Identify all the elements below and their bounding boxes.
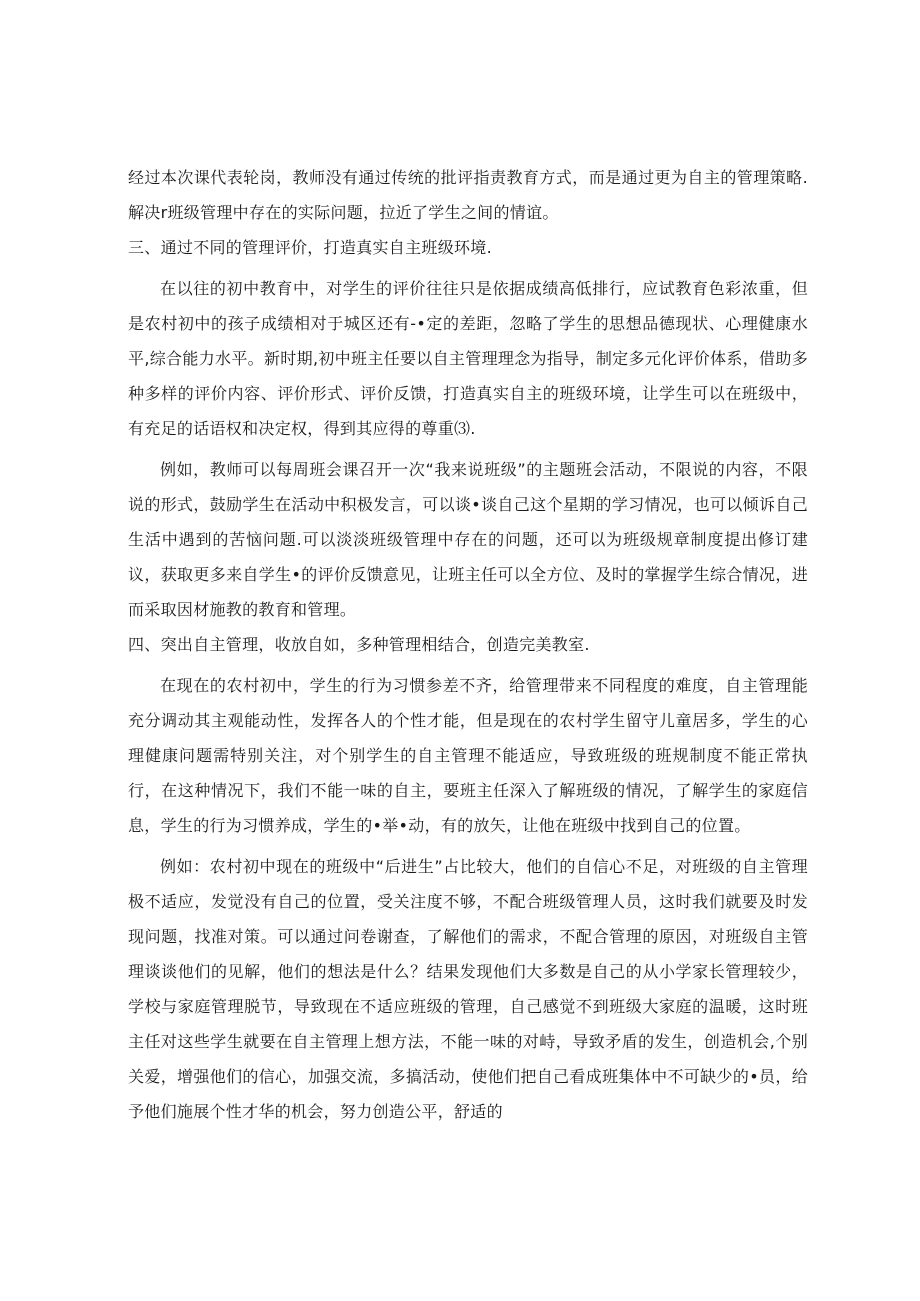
section-heading-4: 四、突出自主管理，收放自如，多种管理相结合，创造完美教室.	[128, 635, 590, 654]
paragraph-continuation: 经过本次课代表轮岗，教师没有通过传统的批评指责教育方式，而是通过更为自主的管理策略.解决r班级管理中存在的实际问题，拉近了学生之间的情谊。	[128, 168, 808, 222]
section-heading-3: 三、通过不同的管理评价，打造真实自主班级环境.	[128, 238, 492, 257]
paragraph-evaluation: 在以往的初中教育中，对学生的评价往往只是依据成绩高低排行，应试教育色彩浓重，但是农村初中的孩子成绩相对于城区还有-•定的差距，忽略了学生的思想品德现状、心理健康水平,综合能力水平。新时期,初中班主任要以自主管理理念为指导，制定多元化评价体系，借助多种多样的评价内容、评价形式、评价反馈，打造真实自主的班级环境，让学生可以在班级中，有充足的话语权和决定权，得到其应得的尊重⑶.	[128, 279, 808, 438]
paragraph-class-meeting-example: 例如，教师可以每周班会课召开一次“我来说班级”的主题班会活动，不限说的内容，不限说的形式，鼓励学生在活动中积极发言，可以谈•谈自己这个星期的学习情况，也可以倾诉自己生活中遇到的苦恼问题.可以淡淡班级管理中存在的问题，还可以为班级规章制度提出修订建议，获取更多来自学生•的评价反馈意见，让班主任可以全方位、及时的掌握学生综合情况，进而采取因材施教的教育和管理。	[128, 460, 808, 619]
paragraph-underachiever-example: 例如：农村初中现在的班级中“后进生”占比较大，他们的自信心不足，对班级的自主管理极不适应，发觉没有自己的位置，受关注度不够，不配合班级管理人员，这时我们就要及时发现问题，找准对策。可以通过问卷谢查，了解他们的需求，不配合管理的原因，对班级自主管理谈谈他们的见解，他们的想法是什么？结果发现他们大多数是自己的从小学家长管理较少，学校与家庭管理脱节，导致现在不适应班级的管理，自己感觉不到班级大家庭的温暖，这时班主任对这些学生就要在自主管理上想方法，不能一味的对峙，导致矛盾的发生，创造机会,个别关爱，增强他们的信心，加强交流，多搞活动，使他们把自己看成班集体中不可缺少的•员，给予他们施展个性才华的机会，努力创造公平，舒适的	[128, 857, 808, 1121]
paragraph-rural-students: 在现在的农村初中，学生的行为习惯参差不齐，给管理带来不同程度的难度，自主管理能充分调动其主观能动性，发挥各人的个性才能，但是现在的农村学生留守儿童居多，学生的心理健康问题需特别关注，对个别学生的自主管理不能适应，导致班级的班规制度不能正常执行，在这种情况下，我们不能一味的自主，要班主任深入了解班级的情况，了解学生的家庭信息，学生的行为习惯养成，学生的•举•动，有的放矢，让他在班级中找到自己的位置。	[128, 676, 808, 835]
document-body	[128, 160, 808, 1129]
